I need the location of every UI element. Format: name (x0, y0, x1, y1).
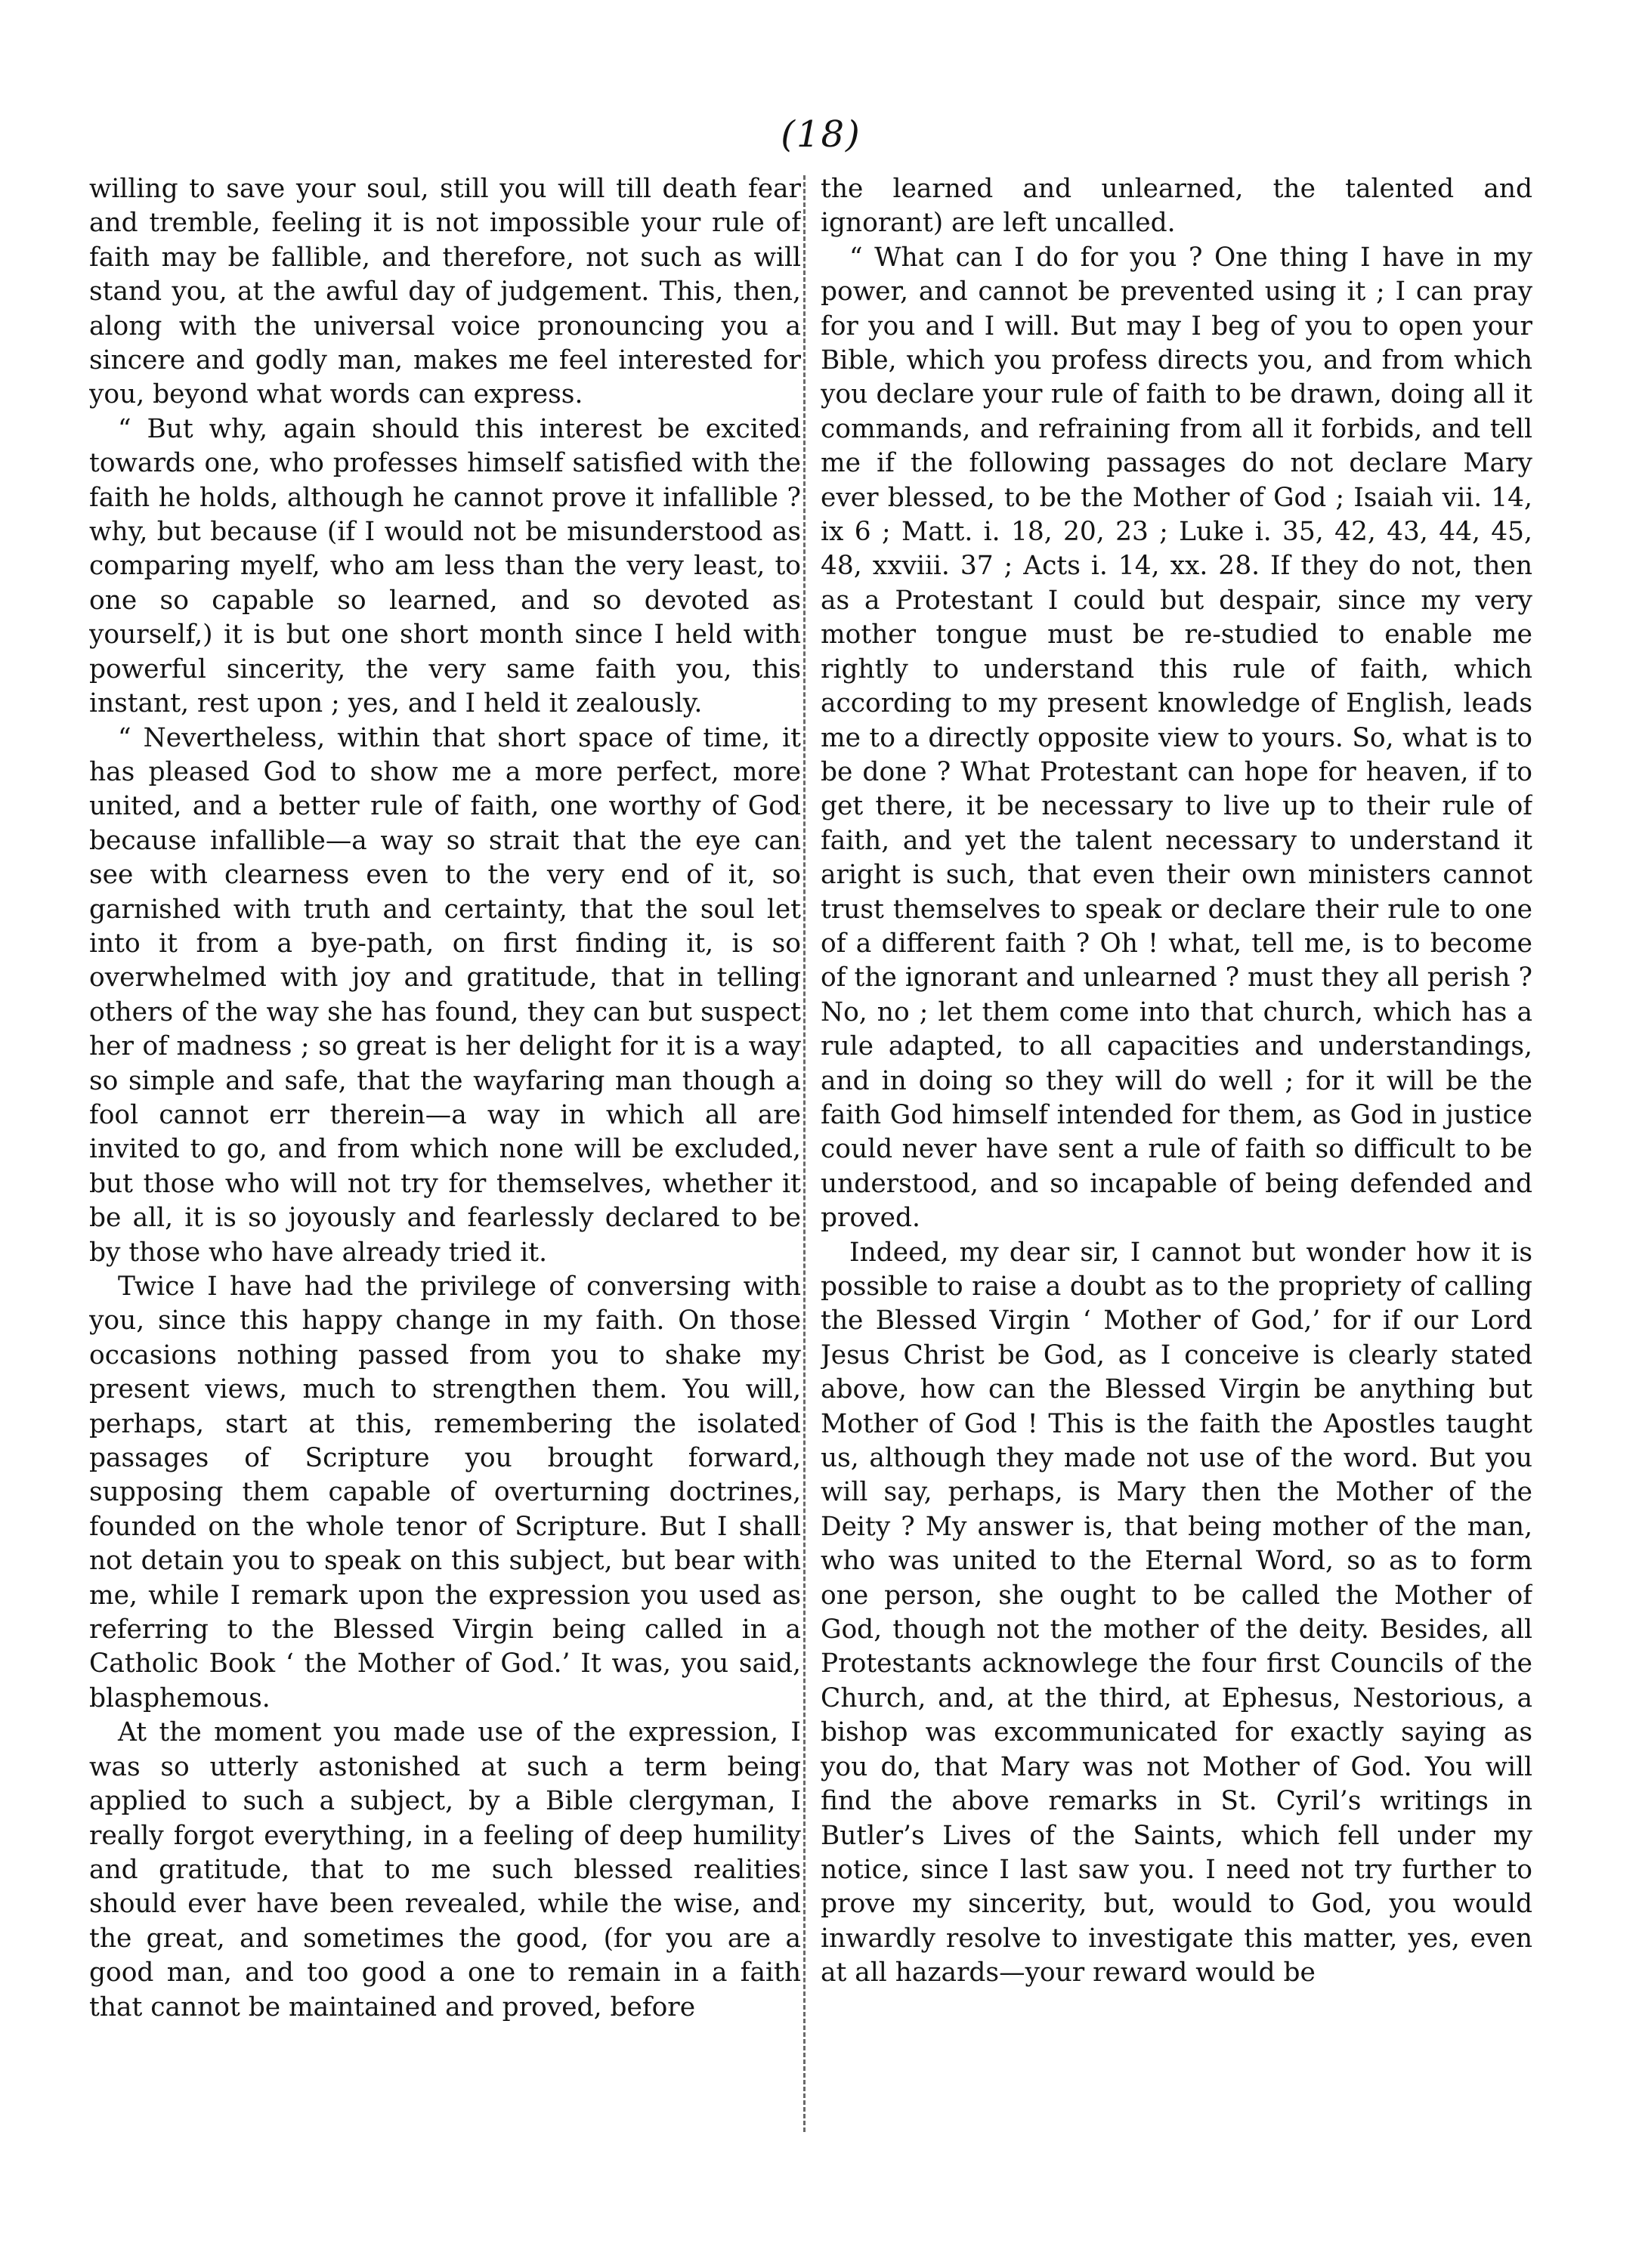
paragraph: “ What can I do for you ? One thing I have in my power, and cannot be prevented using it ; I can pray for you and I will. But may I beg of you to open your Bible, which you profess directs you, and from which you declare your rule of faith to be drawn, doing all it commands, and refraining from all it forbids, and tell me if the following passages do not declare Mary ever blessed, to be the Mother of God ; Isaiah vii. 14, ix 6 ; Matt. i. 18, 20, 23 ; Luke i. 35, 42, 43, 44, 45, 48, xxviii. 37 ; Acts i. 14, xx. 28. If they do not, then as a Protestant I could but despair, since my very mother tongue must be re-studied to enable me rightly to understand this rule of faith, which according to my present knowledge of English, leads me to a directly opposite view to yours. So, what is to be done ? What Protestant can hope for heaven, if to get there, it be necessary to live up to their rule of faith, and yet the talent necessary to understand it aright is such, that even their own ministers cannot trust themselves to speak or declare their rule to one of a different faith ? Oh ! what, tell me, is to become of the ignorant and unlearned ? must they all perish ? No, no ; let them come into that church, which has a rule adapted, to all capacities and understandings, and in doing so they will do well ; for it will be the faith God himself intended for them, as God in justice could never have sent a rule of faith so difficult to be understood, and so incapable of being defended and proved. (821, 242, 1532, 1234)
right-column (821, 172, 1532, 2137)
paragraph: Indeed, my dear sir, I cannot but wonder how it is possible to raise a doubt as to the propriety of calling the Blessed Virgin ‘ Mother of God,’ for if our Lord Jesus Christ be God, as I conceive is clearly stated above, how can the Blessed Virgin be anything but Mother of God ! This is the faith the Apostles taught us, although they made not use of the word. But you will say, perhaps, is Mary then the Mother of the Deity ? My answer is, that being mother of the man, who was united to the Eternal Word, so as to form one person, she ought to be called the Mother of God, though not the mother of the deity. Besides, all Protestants acknowlege the four first Councils of the Church, and, at the third, at Ephesus, Nestorious, a bishop was excommunicated for exactly saying as you do, that Mary was not Mother of God. You will find the above remarks in St. Cyril’s writings in Butler’s Lives of the Saints, which fell under my notice, since I last saw you. I need not try further to prove my sincerity, but, would to God, you would inwardly resolve to investigate this matter, yes, even at all hazards—your reward would be (821, 1237, 1532, 1988)
left-column (89, 172, 801, 2137)
paragraph: “ Nevertheless, within that short space of time, it has pleased God to show me a more perfect, more united, and a better rule of faith, one worthy of God because infallible—a way so strait that the eye can see with clearness even to the very end of it, so garnished with truth and certainty, that the soul let into it from a bye-path, on first finding it, is so overwhelmed with joy and gratitude, that in telling others of the way she has found, they can but suspect her of madness ; so great is her delight for it is a way so simple and safe, that the wayfaring man though a fool cannot err therein—a way in which all are invited to go, and from which none will be excluded, but those who will not try for themselves, whether it be all, it is so joyously and fearlessly declared to be by those who have already tried it. (89, 722, 801, 1268)
paragraph: At the moment you made use of the expression, I was so utterly astonished at such a term being applied to such a subject, by a Bible clergyman, I really forgot everything, in a feeling of deep humility and gratitude, that to me such blessed realities should ever have been revealed, while the wise, and the great, and sometimes the good, (for you are a good man, and too good a one to remain in a faith that cannot be maintained and proved, before (89, 1717, 801, 2022)
paragraph: the learned and unlearned, the talented and ignorant) are left uncalled. (821, 174, 1532, 239)
paragraph: “ But why, again should this interest be excited towards one, who professes himself satisfied with the faith he holds, although he cannot prove it infallible ? why, but because (if I would not be misunderstood as comparing myelf, who am less than the very least, to one so capable so learned, and so devoted as yourself,) it is but one short month since I held with powerful sincerity, the very same faith you, this instant, rest upon ; yes, and I held it zealously. (89, 413, 801, 719)
paragraph: willing to save your soul, still you will till death fear and tremble, feeling it is not impossible your rule of faith may be fallible, and therefore, not such as will stand you, at the awful day of judgement. This, then, along with the universal voice pronouncing you a sincere and godly man, makes me feel interested for you, beyond what words can express. (89, 174, 801, 410)
paragraph: Twice I have had the privilege of conversing with you, since this happy change in my faith. On those occasions nothing passed from you to shake my present views, much to strengthen them. You will, perhaps, start at this, remembering the isolated passages of Scripture you brought forward, supposing them capable of overturning doctrines, founded on the whole tenor of Scripture. But I shall not detain you to speak on this subject, but bear with me, while I remark upon the expression you used as referring to the Blessed Virgin being called in a Catholic Book ‘ the Mother of God.’ It was, you said, blasphemous. (89, 1272, 801, 1713)
page-number: (18) (781, 113, 861, 156)
column-divider (803, 175, 806, 2132)
